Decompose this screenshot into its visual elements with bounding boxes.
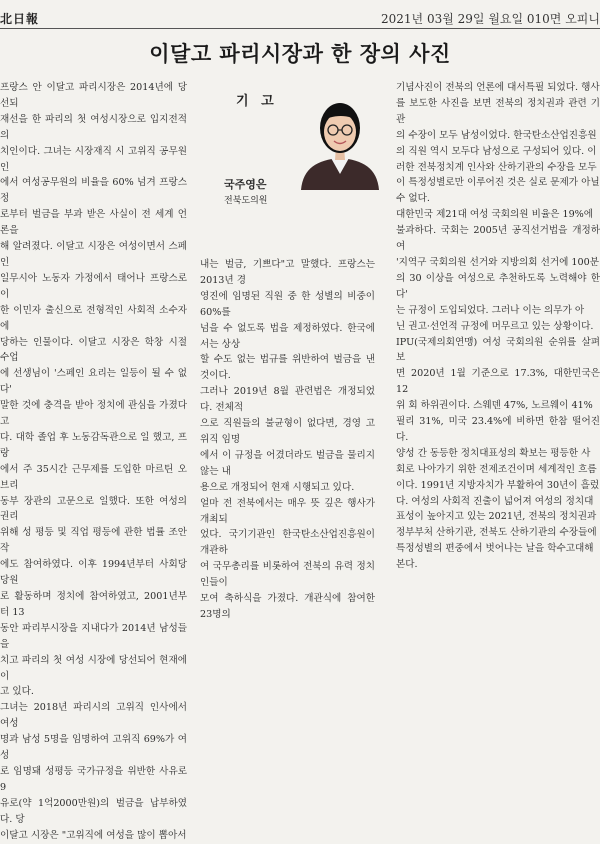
text-line: 모여 축하식을 가졌다. 개관식에 참여한 23명의 — [200, 593, 375, 620]
text-line: '지역구 국회의원 선거와 지방의회 선거에 100분 — [396, 256, 600, 268]
text-line: 말한 것에 충격을 받아 정치에 관심을 가졌다고 — [0, 400, 187, 428]
text-line: 본다. — [396, 559, 418, 571]
text-line: 러한 전북정치계 인사와 산하기관의 수장을 모두 — [396, 161, 597, 173]
header-rule — [0, 28, 600, 29]
text-line: 에서 이 규정을 어겼더라도 벌금을 물리지 않는 내 — [200, 449, 375, 477]
text-line: 었다. 국기기관인 한국탄소산업진흥원이 개관하 — [200, 529, 375, 557]
text-line: 의 직원 역시 모두다 남성으로 구성되어 있다. 이 — [396, 145, 597, 157]
text-line: 에도 참여하였다. 이후 1994년부터 사회당 당원 — [0, 559, 187, 587]
text-line: 로 활동하며 정치에 참여하였고, 2001년부터 13 — [0, 591, 187, 618]
text-line: 다. 대학 졸업 후 노동감독관으로 일 했고, 프랑 — [0, 431, 187, 459]
text-line: 위 회 하위권이다. 스웨덴 47%, 노르웨이 41% — [396, 400, 593, 412]
text-line: 의 수장이 모두 남성이었다. 한국탄소산업진흥원 — [396, 129, 597, 141]
text-line: 정부부처 산하기관, 전북도 산하기관의 수장들에 — [396, 527, 597, 539]
author-affiliation: 전북도의원 — [224, 196, 268, 206]
text-line: 의 30 이상을 여성으로 추천하도록 노력해야 한다' — [396, 272, 600, 300]
text-line: 그녀는 2018년 파리시의 고위직 인사에서 여성 — [0, 702, 187, 730]
text-line: 일무시아 노동자 가정에서 태어나 프랑스로 이 — [0, 272, 187, 300]
text-line: 해 알려졌다. 이달고 시장은 여성이면서 스페인 — [0, 241, 187, 268]
text-line: 프랑스 안 이달고 파리시장은 2014년에 당선되 — [0, 82, 187, 109]
text-line: 를 보도한 사진을 보면 전북의 정치권과 관련 기관 — [396, 97, 600, 125]
text-line: 대한민국 제21대 여성 국회의원 비율은 19%에 — [396, 209, 594, 221]
article-headline: 이달고 파리시장과 한 장의 사진 — [149, 41, 451, 66]
text-line: 그러나 2019년 8월 관련법은 개정되었다. 전체적 — [200, 386, 375, 414]
text-line: 회로 나아가기 위한 전제조건이며 세계적인 흐름 — [396, 463, 597, 475]
text-line: 특정성별의 편중에서 벗어나는 날을 학수고대해 — [396, 543, 594, 555]
text-line: 필리 31%, 미국 23.4%에 비하면 한참 떨어진다. — [396, 416, 600, 443]
text-line: 고 있다. — [0, 686, 34, 698]
text-line: 동안 파리부시장을 지내다가 2014년 남성들을 — [0, 622, 187, 650]
article-column-1 — [0, 80, 187, 844]
text-line: 수 없다. — [396, 193, 430, 205]
text-line: 로 임명돼 성평등 국가규정을 위반한 사유로 9 — [0, 765, 187, 793]
text-line: IPU(국제의회연맹) 여성 국회의원 순위를 살펴보 — [396, 336, 600, 364]
text-line: 한 이민자 출신으로 전형적인 사회적 소수자에 — [0, 304, 187, 332]
text-line: 에서 주 35시간 근무제를 도입한 마르틴 오브리 — [0, 463, 187, 491]
text-line: 이다. 1991년 지방자치가 부활하여 30년이 흘렀 — [396, 479, 600, 491]
text-line: 는 규정이 도입되었다. 그러나 이는 의무가 아 — [396, 304, 585, 316]
text-line: 에서 여성공무원의 비율을 60% 넘겨 프랑스정 — [0, 177, 187, 205]
text-line: 닌 권고·선언적 규정에 머무르고 있는 상황이다. — [396, 320, 594, 332]
publication-dateline: 2021년 03월 29일 월요일 010면 오피니 — [381, 12, 600, 26]
text-line: 명과 남성 5명을 임명하여 고위직 69%가 여성 — [0, 734, 187, 762]
text-line: 으로 직원들의 불균형이 없다면, 경영 고위직 임명 — [200, 418, 375, 445]
text-line: 이 특정성별로만 이루어진 것은 실로 문제가 아닐 — [396, 177, 600, 189]
text-line: 넘을 수 없도록 법을 제정하였다. 한국에서는 상상 — [200, 322, 375, 350]
text-line: 여 국무총리를 비롯하여 전북의 유력 정치인들이 — [200, 561, 375, 589]
text-line: 기념사진이 전북의 언론에 대서특필 되었다. 행사 — [396, 82, 600, 93]
article-column-3 — [396, 80, 600, 573]
text-line: 불과하다. 국회는 2005년 공직선거법을 개정하여 — [396, 225, 600, 253]
text-line: 동부 장관의 고문으로 일했다. 또한 여성의 권리 — [0, 495, 187, 523]
newspaper-masthead: 北日報 — [0, 12, 40, 26]
text-line: 영진에 임명된 직원 중 한 성별의 비중이 60%를 — [200, 290, 375, 318]
text-line: 얼마 전 전북에서는 매우 뜻 깊은 행사가 개최되 — [200, 497, 375, 525]
text-line: 당하는 인물이다. 이달고 시장은 학창 시절 수업 — [0, 336, 187, 364]
text-line: 에 선생님이 '스페인 요리는 일등이 될 수 없다' — [0, 368, 187, 396]
author-name: 국주영은 — [224, 178, 267, 191]
text-line: 치고 파리의 첫 여성 시장에 당선되어 현재에 이 — [0, 654, 187, 682]
article-column-2 — [200, 257, 375, 623]
text-line: 이달고 시장은 "고위직에 여성을 많이 뽑아서 — [0, 829, 187, 841]
text-line: 다. 여성의 사회적 진출이 넓어져 여성의 정치대 — [396, 495, 594, 507]
section-label: 기 고 — [236, 94, 278, 109]
text-line: 유로(약 1억2000만원)의 벌금을 납부하였다. 당 — [0, 797, 187, 825]
text-line: 재선을 한 파리의 첫 여성시장으로 입지전적의 — [0, 113, 187, 141]
text-line: 양성 간 동등한 정치대표성의 확보는 평등한 사 — [396, 447, 591, 459]
author-photo — [297, 84, 383, 190]
text-line: 치인이다. 그녀는 시장재직 시 고위직 공무원 인 — [0, 145, 187, 173]
text-line: 내는 벌금, 기쁘다"고 말했다. 프랑스는 2013년 경 — [200, 259, 375, 286]
text-line: 용으로 개정되어 현재 시행되고 있다. — [200, 481, 355, 493]
text-line: 로부터 벌금을 부과 받은 사실이 전 세계 언론을 — [0, 209, 187, 237]
text-line: 할 수도 없는 법규를 위반하여 벌금을 낸 것이다. — [200, 354, 375, 382]
text-line: 면 2020년 1월 기준으로 17.3%, 대한민국은 12 — [396, 368, 600, 396]
text-line: 위해 성 평등 및 직업 평등에 관한 법률 조안 작 — [0, 527, 187, 555]
text-line: 표성이 높아지고 있는 2021년, 전북의 정치권과 — [396, 511, 597, 523]
